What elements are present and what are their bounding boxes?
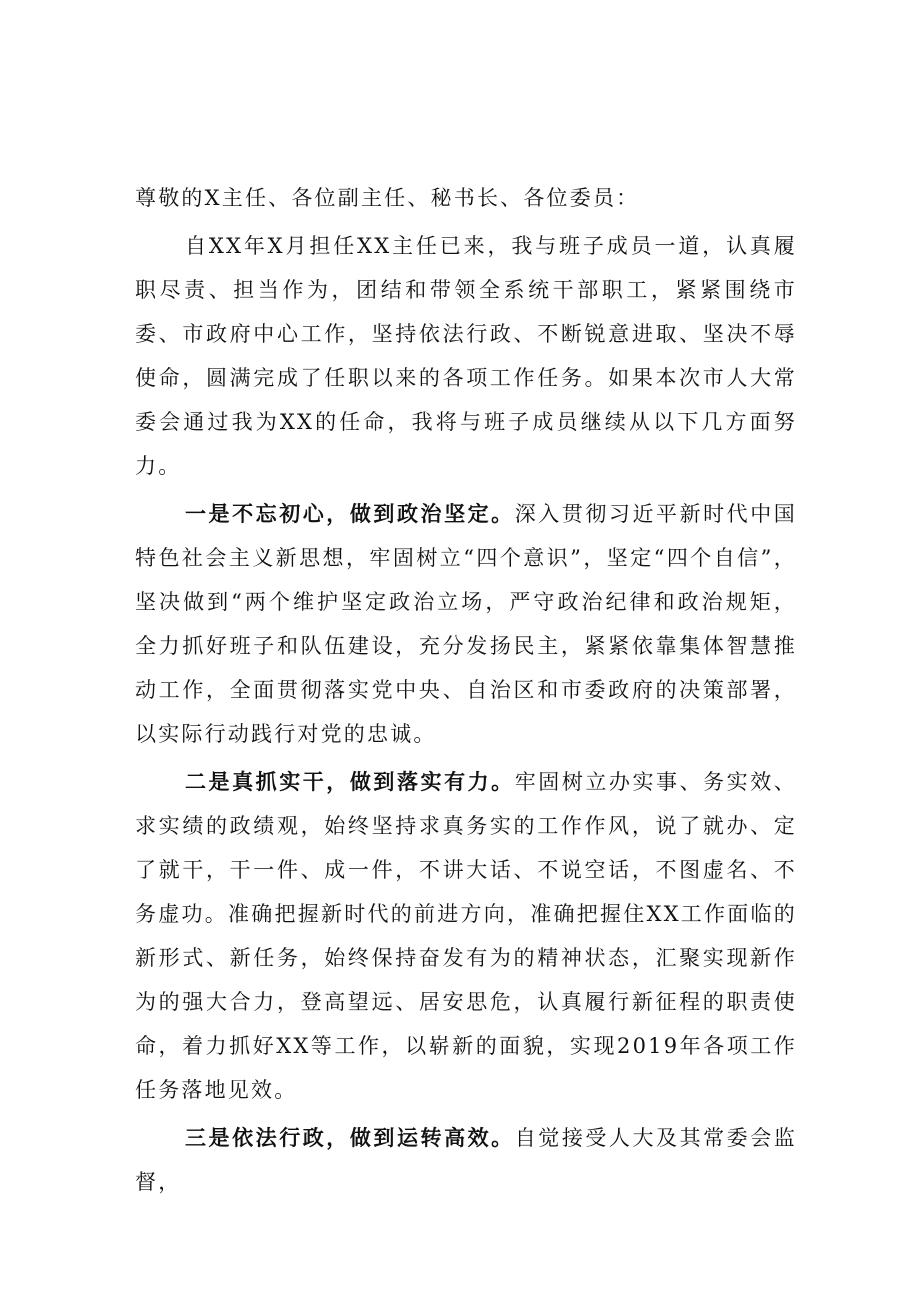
paragraph-body: 自觉接受人大及其常委会监督， [135, 1126, 797, 1194]
paragraph-body: 自XX年X月担任XX主任已来，我与班子成员一道，认真履职尽责、担当作为，团结和带领全系统干部职工，紧紧围绕市委、市政府中心工作，坚持依法行政、不断锐意进取、坚决不辱使命，圆满完成了任职以来的各项工作任务。如果本次市人大常委会通过我为XX的任命，我将与班子成员继续从以下几方面努力。 [135, 234, 797, 478]
paragraph-intro [135, 224, 797, 488]
paragraph-point-1 [135, 492, 797, 756]
document-body [135, 176, 797, 1204]
paragraph-point-2 [135, 760, 797, 1112]
paragraph-body: 深入贯彻习近平新时代中国特色社会主义新思想，牢固树立“四个意识”，坚定“四个自信”，坚决做到“两个维护坚定政治立场，严守政治纪律和政治规矩，全力抓好班子和队伍建设，充分发扬民主，紧紧依靠集体智慧推动工作，全面贯彻落实党中央、自治区和市委政府的决策部署，以实际行动践行对党的忠诚。 [135, 502, 797, 746]
paragraph-point-3 [135, 1116, 797, 1204]
paragraph-heading: 二是真抓实干，做到落实有力。 [185, 769, 515, 794]
paragraph-heading: 三是依法行政，做到运转高效。 [185, 1125, 515, 1150]
paragraph-body: 牢固树立办实事、务实效、求实绩的政绩观，始终坚持求真务实的工作作风，说了就办、定了就干，干一件、成一件，不讲大话、不说空话，不图虚名、不务虚功。准确把握新时代的前进方向，准确把握住XX工作面临的新形式、新任务，始终保持奋发有为的精神状态，汇聚实现新作为的强大合力，登高望远、居安思危，认真履行新征程的职责使命，着力抓好XX等工作，以崭新的面貌，实现2019年各项工作任务落地见效。 [135, 770, 797, 1102]
paragraph-heading: 一是不忘初心，做到政治坚定。 [185, 501, 515, 526]
salutation: 尊敬的X主任、各位副主任、秘书长、各位委员： [135, 186, 640, 210]
